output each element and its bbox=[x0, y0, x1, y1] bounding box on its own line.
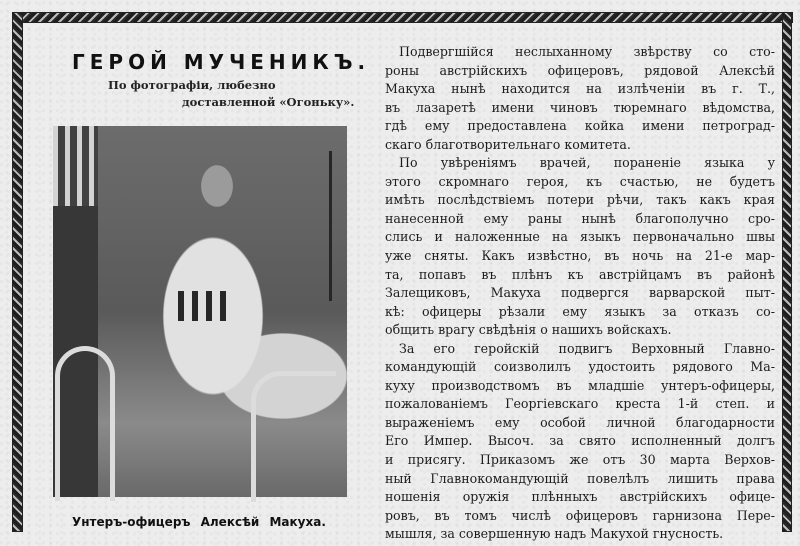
rope-border-top bbox=[12, 12, 793, 23]
article-line: роны австрійскихъ офицеровъ, рядовой Алексѣй bbox=[385, 62, 775, 78]
article-line: Его Импер. Высоч. за свято исполненный долгъ bbox=[385, 433, 775, 449]
photo-pole-detail bbox=[329, 151, 332, 301]
article-line: нанесенной ему раны нынѣ благополучно сро- bbox=[385, 210, 775, 226]
article-line: ношенія оружія плѣнныхъ австрійскихъ офице- bbox=[385, 489, 775, 505]
article-line: куху производствомъ въ младшіе унтеръ-офицеры, bbox=[385, 377, 775, 393]
rope-border-left bbox=[12, 12, 23, 532]
article-line: уже сняты. Какъ извѣстно, въ ночь на 21-е мар- bbox=[385, 248, 775, 264]
article-line: По увѣреніямъ врачей, пораненіе языка у bbox=[399, 155, 775, 171]
medals-detail bbox=[178, 291, 228, 321]
article-line: кѣ: офицеры рѣзали ему языкъ за отказъ со- bbox=[385, 303, 775, 319]
article-line: имѣть послѣдствіемъ потери рѣчи, такъ какъ края bbox=[385, 192, 775, 208]
article-line: Подвергшійся неслыханному звѣрству со сто- bbox=[399, 44, 775, 59]
article-line: За его геройскій подвигъ Верховный Главно- bbox=[399, 340, 775, 356]
portrait-photo bbox=[53, 126, 347, 497]
photo-credit-line-2: доставленной «Огоньку». bbox=[182, 95, 355, 109]
photo-credit-line-1: По фотографіи, любезно bbox=[108, 78, 276, 92]
article-line: скаго благотворительнаго комитета. bbox=[385, 136, 631, 152]
photo-window-detail bbox=[53, 126, 98, 206]
article-line: пожалованіемъ Георгіевскаго креста 1-й степ. и bbox=[385, 396, 775, 412]
bed-frame-right bbox=[251, 371, 336, 502]
article-line: въ лазаретѣ имени чиновъ тюремнаго вѣдомства, bbox=[385, 99, 775, 115]
article-line: командующій соизволилъ удостоить рядового Ма- bbox=[385, 359, 775, 375]
article-line: Залещиковъ, Макуха подвергся варварской пыт- bbox=[385, 285, 775, 301]
photo-caption: Унтеръ-офицеръ Алексѣй Макуха. bbox=[72, 515, 326, 529]
article-line: ровъ, въ томъ числѣ офицеровъ гарнизона Пере- bbox=[385, 507, 775, 523]
article-line: ный Главнокомандующій повелѣлъ лишить права bbox=[385, 470, 775, 486]
headline: ГЕРОЙ МУЧЕНИКЪ. bbox=[72, 50, 371, 74]
article-body bbox=[385, 43, 775, 544]
article-line: Макуха нынѣ находится на излѣченіи въ г. Т., bbox=[385, 81, 775, 97]
article-line: выраженіемъ ему особой личной благодарности bbox=[385, 414, 775, 430]
article-line: и присягу. Приказомъ же отъ 30 марта Верхов- bbox=[385, 452, 775, 468]
article-line: та, попавъ въ плѣнъ къ австрійцамъ въ районѣ bbox=[385, 266, 775, 282]
article-line: слись и наложенные на языкъ первоначально швы bbox=[385, 229, 775, 245]
article-line: этого скромнаго героя, къ счастью, не будетъ bbox=[385, 173, 775, 189]
rope-border-right bbox=[782, 12, 792, 532]
bed-frame-left bbox=[55, 346, 115, 501]
article-line: гдѣ ему предоставлена койка имени петроград- bbox=[385, 118, 775, 134]
article-line: общить врагу свѣдѣнія о нашихъ войскахъ. bbox=[385, 322, 672, 338]
article-line: мышля, за совершенную надъ Макухой гнусность. bbox=[385, 526, 724, 542]
